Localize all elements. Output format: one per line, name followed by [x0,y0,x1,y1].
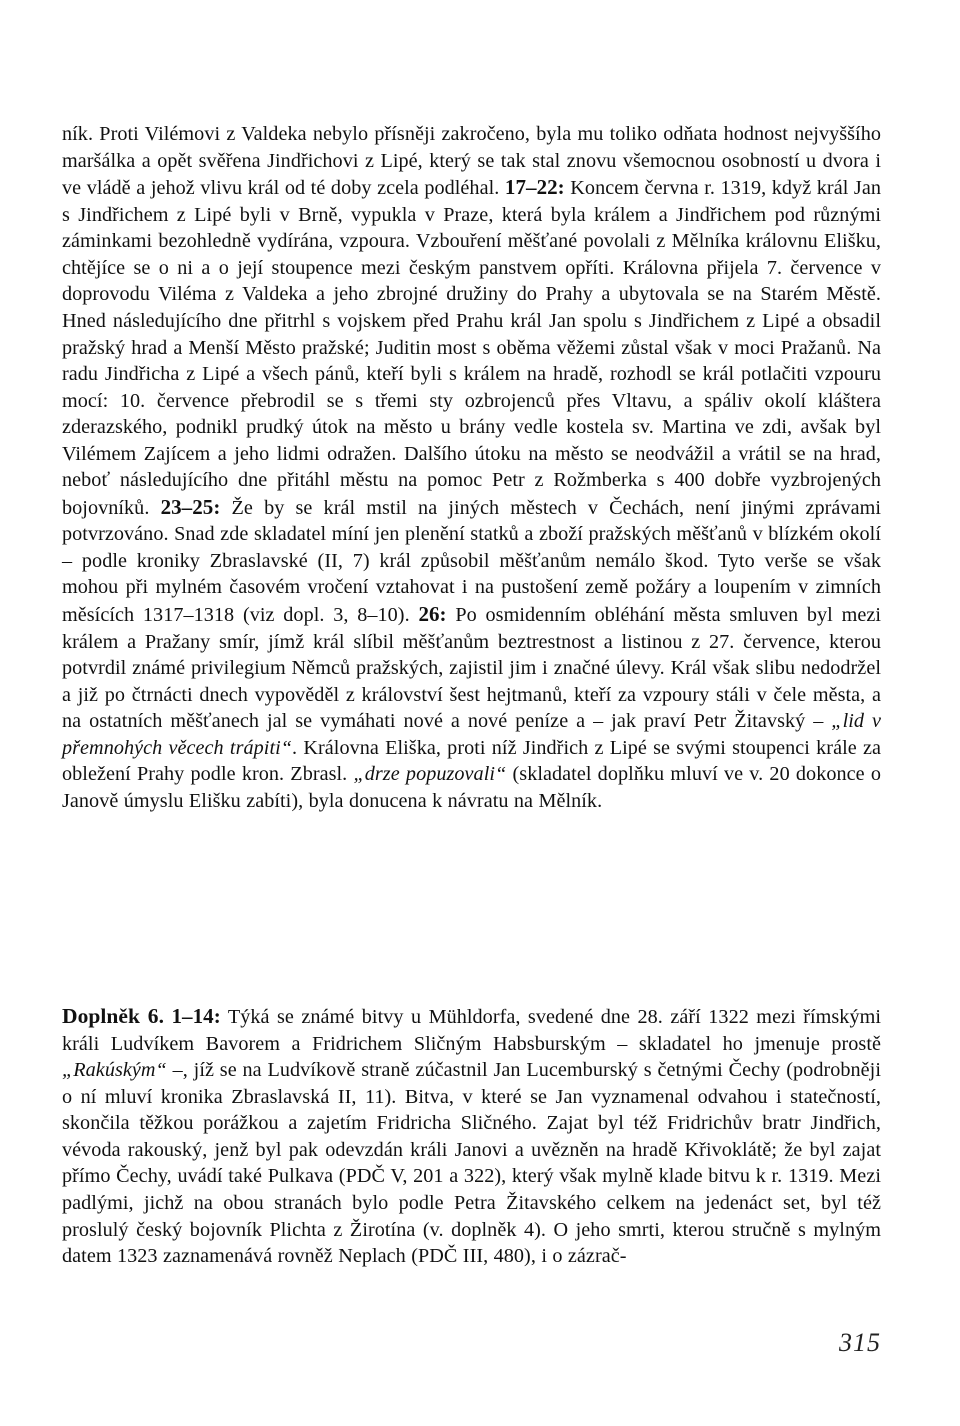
text-run: Po osmidenním obléhání města smluven byl mezi králem a Pražany smír, jímž král slíbil měšťanům beztrestnost a listinou z 27. července, kterou potvrdil známé privilegium Němců pražských, zajistil jim i značné úlevy. Král však slibu nedodržel a již po čtrnácti dnech vypověděl z království šest hejtmanů, kteří za vzpoury stáli v čele města, a na ostatních měšťanech jal se vymáhati nové a nové peníze a – jak praví Petr Žitavský – [62,604,881,733]
text-run: Týká se známé bitvy u Mühldorfa, svedené dne 28. září 1322 mezi římskými králi Ludvíkem Bavorem a Fridrichem Sličným Habsburským – skladatel ho jmenuje prostě [62,1006,881,1055]
quotation: „Rakúským“ [62,1059,167,1082]
verse-reference: 17–22: [504,175,565,200]
verse-reference: 1–14: [171,1004,221,1029]
text-run: . Královna Eliška, proti níž Jindřich z Lipé se svými stoupenci krále za obležení Prahy podle kron. Zbrasl. [62,736,881,786]
section-heading: Doplněk 6. [62,1004,165,1029]
supplement-paragraph [62,1003,881,1269]
quotation: „lid v přemnohých věcech trápiti“ [62,710,881,759]
document-page [62,0,881,1426]
text-run: Koncem června r. 1319, když král Jan s Jindřichem z Lipé byli v Brně, vypukla v Praze, která byla králem a Jindřichem pod různými záminkami bezohledně vydírána, vzpoura. Vzbouření měšťané povolali z Mělníka královnu Elišku, chtějíce se o ni a o její stoupence mezi českým panstvem opříti. Královna přijela 7. července v doprovodu Viléma z Valdeka a jeho zbrojné družiny do Prahy a ubytovala se na Starém Městě. Hned následujícího dne přitrhl s vojskem před Prahu král Jan spolu s Jindřichem z Lipé a obsadil pražský hrad a Menší Město pražské; Juditin most s oběma věžemi zůstal však v moci Pražanů. Na radu Jindřicha z Lipé a všech pánů, kteří byli s králem na hradě, rozhodl se král potlačiti vzpouru mocí: 10. července přebrodil se s třemi sty ozbrojenců přes Vltavu, a spáliv okolí kláštera zderazského, podnikl prudký útok na město u brány vedle kostela sv. Martina ve zdi, avšak byl Vilémem Zajícem a jeho lidmi odražen. Dalšího útoku na město se neodvážil a vrátil se na hrad, neboť následujícího dne přitáhl městu na pomoc Petr z Rožmberka s 400 dobře vyzbrojených bojovníků. [62,177,881,519]
verse-reference: 23–25: [160,494,221,519]
text-run: Že by se král mstil na jiných městech v Čechách, není jinými zprávami potvrzováno. Snad zde skladatel míní jen plenění statků a zboží pražských měšťanů v blízkém okolí – podle kroniky Zbraslavské (II, 7) král způsobil měšťanům nemálo škod. Tyto verše se však mohou při mylném časovém vročení vztahovat i na pustošení země požáry a loupením v zimních měsících 1317–1318 (viz dopl. 3, 8–10). [62,496,882,627]
text-run: (skladatel doplňku mluví ve v. 20 dokonce o Janově úmyslu Elišku zabíti), byla donucena k návratu na Mělník. [62,763,881,812]
text-run: ník. Proti Vilémovi z Valdeka nebylo přísněji zakročeno, byla mu toliko odňata hodnost nejvyššího maršálka a opět svěřena Jindřichovi z Lipé, který se tak stal znovu všemocnou osobností u dvora i ve vládě a jehož vlivu král od té doby zcela podléhal. [62,123,881,200]
verse-reference: 26: [418,602,447,627]
page-number: 315 [839,1328,881,1357]
text-run: –, jíž se na Ludvíkově straně zúčastnil Jan Lucemburský s četnými Čechy (podrobněji o ní mluví kronika Zbraslavská II, 11). Bitva, v které se Jan vyznamenal odvahou i statečností, skončila těžkou porážkou a zajetím Fridricha Sličného. Zajat byl též Fridrichův bratr Jindřich, vévoda rakouský, jenž byl pak odevzdán králi Janovi a uvězněn na hradě Křivoklátě; že byl zajat přímo Čechy, uvádí také Pulkava (PDČ V, 201 a 322), který však mylně klade bitvu k r. 1319. Mezi padlými, jichž na obou stranách bylo podle Petra Žitavského celkem na jedenáct set, byl též proslulý český bojovník Plichta z Žirotína (v. doplněk 4). O jeho smrti, kterou stručně s mylným datem 1323 zaznamenává rovněž Neplach (PDČ III, 480), i o zázrač- [62,1059,881,1268]
quotation: „drze popuzovali“ [353,763,507,786]
commentary-paragraph [62,121,881,814]
